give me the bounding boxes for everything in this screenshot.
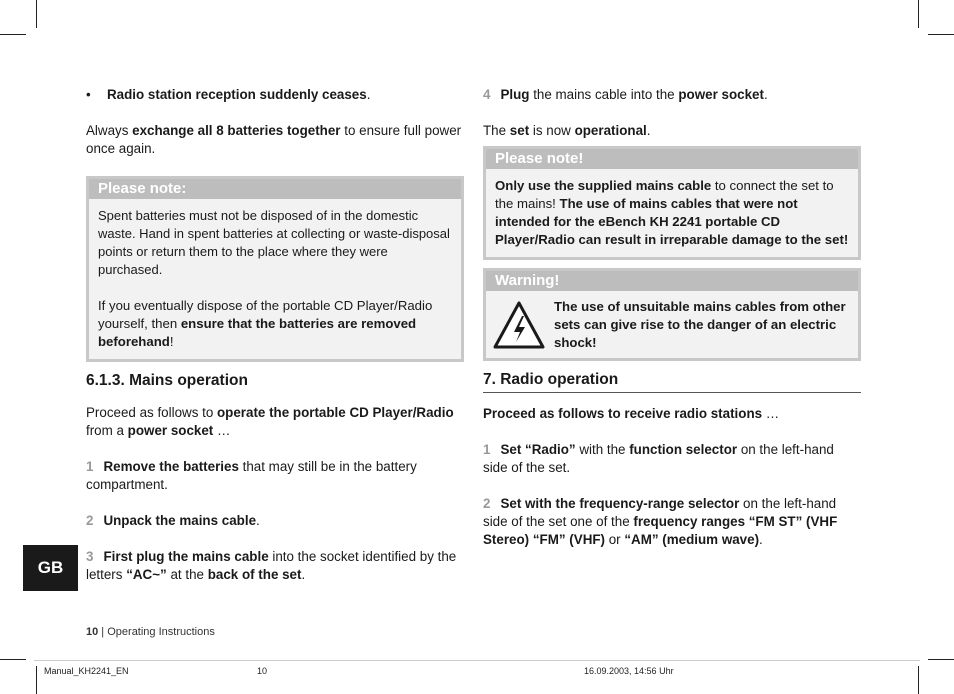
- section-heading: 6.1.3. Mains operation: [86, 372, 248, 389]
- bold-text: Only use the supplied mains cable: [495, 178, 712, 193]
- bold-text: operational: [574, 123, 647, 138]
- bold-text: power socket: [127, 423, 214, 438]
- step-number: 4: [483, 87, 491, 102]
- crop-mark: [36, 0, 37, 28]
- step-item: [86, 512, 464, 530]
- note-paragraph: [98, 297, 452, 351]
- note-body: [486, 169, 858, 257]
- footer-label: Operating Instructions: [107, 626, 215, 638]
- text: into the socket identified by the letters: [86, 549, 457, 582]
- bold-text: Remove the batteries: [103, 459, 239, 474]
- text: .: [301, 567, 306, 582]
- warning-box: [483, 268, 861, 361]
- bold-text: “AM” (medium wave): [624, 532, 760, 547]
- bold-text: function selector: [629, 442, 738, 457]
- text: is now: [529, 123, 575, 138]
- step-item: [483, 441, 861, 477]
- note-title: Please note!: [486, 149, 858, 169]
- footer-separator: |: [98, 626, 108, 638]
- text: to connect the set to the mains!: [495, 178, 834, 211]
- bold-text: frequency ranges “FM ST” (VHF Stereo) “FM” (VHF): [483, 514, 838, 547]
- bold-text: power socket: [678, 87, 764, 102]
- bold-text: Plug: [500, 87, 530, 102]
- bold-text: Proceed as follows to receive radio stations: [483, 406, 763, 421]
- text: or: [605, 532, 625, 547]
- bullet-end: .: [366, 87, 371, 102]
- text: with the: [575, 442, 630, 457]
- warning-text: The use of unsuitable mains cables from other sets can give rise to the danger of an electric shock!: [554, 299, 846, 350]
- section-heading: 7. Radio operation: [483, 369, 861, 393]
- text: on the left-hand side of the set one of the: [483, 496, 837, 529]
- right-column: [483, 86, 861, 567]
- crop-mark: [0, 659, 26, 660]
- step-number: 2: [483, 496, 491, 511]
- proceed-paragraph: [483, 405, 861, 423]
- slug-divider: [34, 660, 920, 661]
- text: .: [646, 123, 651, 138]
- bold-text: Set with the frequency-range selector: [500, 496, 740, 511]
- page-number: 10: [86, 626, 99, 638]
- step-number: 1: [483, 442, 491, 457]
- text: .: [256, 513, 260, 528]
- text: from a: [86, 423, 128, 438]
- bold-text: First plug the mains cable: [103, 549, 269, 564]
- slug-filename: Manual_KH2241_EN: [44, 666, 129, 676]
- text: .: [759, 532, 763, 547]
- page-footer: [86, 626, 215, 638]
- language-tab: GB: [23, 545, 78, 591]
- bold-text: set: [509, 123, 530, 138]
- text: on the left-hand side of the set.: [483, 442, 834, 475]
- step-number: 3: [86, 549, 94, 564]
- left-column: [86, 86, 464, 602]
- electric-shock-warning-icon: [492, 300, 546, 350]
- step-item: [483, 495, 861, 549]
- text: .: [763, 87, 768, 102]
- text: that may still be in the battery compartment.: [86, 459, 417, 492]
- text: Always: [86, 123, 133, 138]
- note-body: [89, 199, 461, 359]
- step-item: [86, 548, 464, 584]
- proceed-paragraph: [86, 404, 464, 440]
- crop-mark: [918, 0, 919, 28]
- warning-title: Warning!: [486, 271, 858, 291]
- text: at the: [166, 567, 208, 582]
- text: !: [169, 334, 174, 349]
- bold-text: “AC~”: [126, 567, 167, 582]
- step-item: [86, 458, 464, 494]
- text: …: [762, 406, 780, 421]
- bold-text: ensure that the batteries are removed beforehand: [98, 316, 417, 349]
- step-item: [483, 86, 861, 104]
- bullet-bold: Radio station reception suddenly ceases: [107, 87, 367, 102]
- warning-body: [486, 291, 858, 358]
- text: The: [483, 123, 510, 138]
- bold-text: Unpack the mains cable: [103, 513, 257, 528]
- step-number: 1: [86, 459, 94, 474]
- note-title: Please note:: [89, 179, 461, 199]
- note-paragraph: Spent batteries must not be disposed of in the domestic waste. Hand in spent batteries at collecting or waste-disposal points or return them to the place where they were purchased.: [98, 208, 450, 277]
- bold-text: Set “Radio”: [500, 442, 576, 457]
- text: to ensure full power once again.: [86, 123, 462, 156]
- crop-mark: [918, 666, 919, 694]
- crop-mark: [928, 659, 954, 660]
- battery-exchange-paragraph: [86, 122, 464, 158]
- crop-mark: [36, 666, 37, 694]
- mains-note-box: [483, 146, 861, 260]
- text: If you eventually dispose of the portable CD Player/Radio yourself, then: [98, 298, 433, 331]
- bold-text: back of the set: [207, 567, 302, 582]
- text: Proceed as follows to: [86, 405, 217, 420]
- battery-note-box: [86, 176, 464, 362]
- crop-mark: [928, 34, 954, 35]
- bold-text: operate the portable CD Player/Radio: [217, 405, 454, 420]
- bullet-item: [86, 86, 464, 104]
- bold-text: exchange all 8 batteries together: [132, 123, 341, 138]
- bold-text: The use of mains cables that were not intended for the eBench KH 2241 portable CD Player/Radio can result in irreparable damage to the set!: [495, 196, 849, 247]
- slug-page: 10: [257, 666, 268, 676]
- crop-mark: [0, 34, 26, 35]
- text: the mains cable into the: [529, 87, 679, 102]
- set-operational-paragraph: [483, 122, 861, 140]
- text: …: [213, 423, 231, 438]
- bullet-symbol: •: [86, 87, 91, 102]
- step-number: 2: [86, 513, 94, 528]
- slug-timestamp: 16.09.2003, 14:56 Uhr: [584, 666, 674, 676]
